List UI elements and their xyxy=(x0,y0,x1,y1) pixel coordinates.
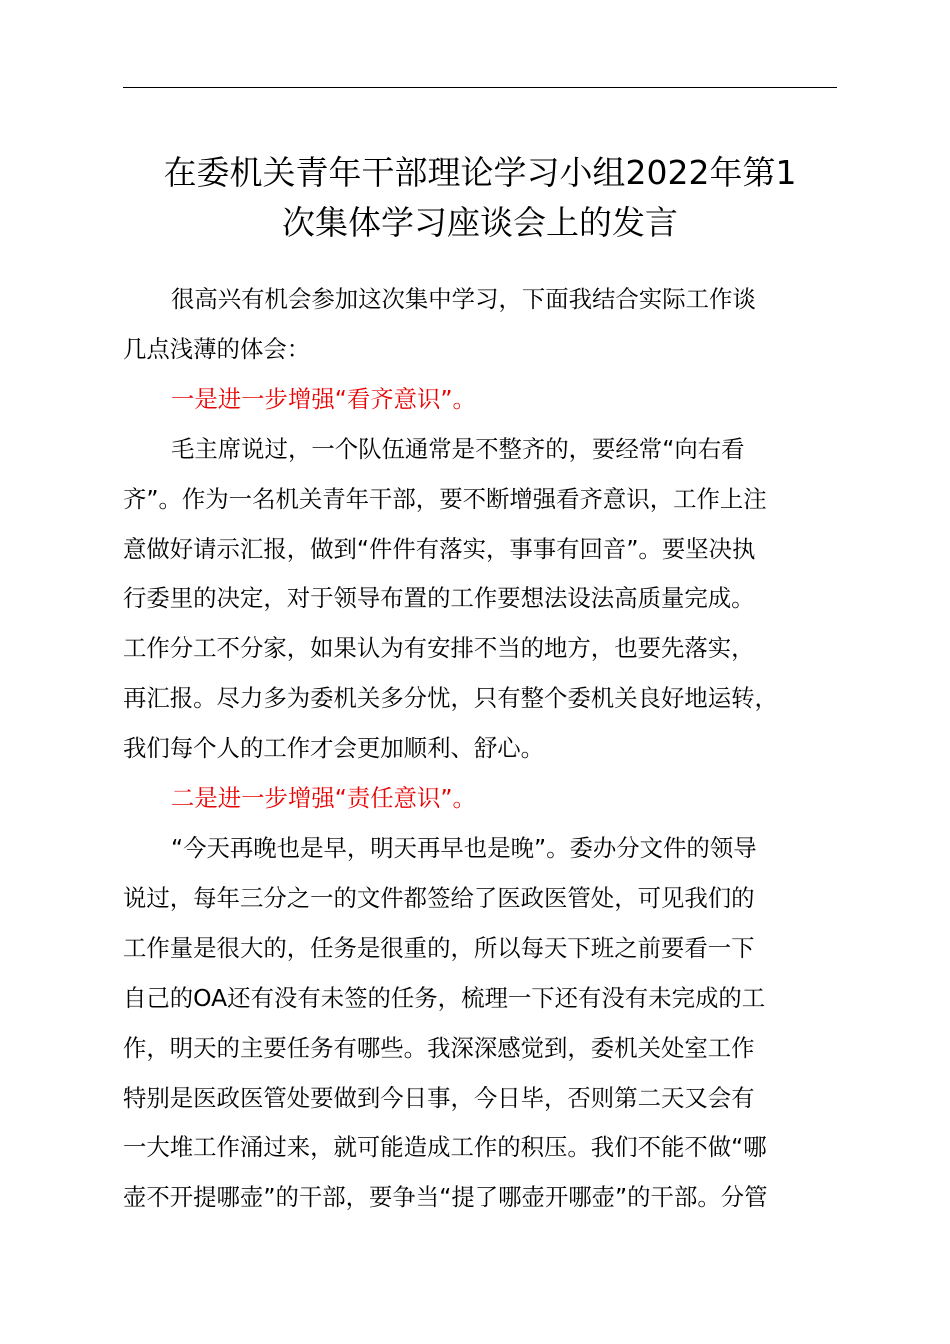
paragraph-line: 作，明天的主要任务有哪些。我深深感觉到，委机关处室工作 xyxy=(123,1033,755,1062)
paragraph-line: 几点浅薄的体会： xyxy=(123,334,311,363)
paragraph-line: 很高兴有机会参加这次集中学习，下面我结合实际工作谈 xyxy=(171,285,756,313)
paragraph-line: 意做好请示汇报，做到“件件有落实，事事有回音”。要坚决执 xyxy=(123,534,756,563)
document-title xyxy=(100,148,860,248)
paragraph-line: 一大堆工作涌过来，就可能造成工作的积压。我们不能不做“哪 xyxy=(123,1133,767,1162)
header-rule xyxy=(123,87,837,88)
paragraph-line: 行委里的决定，对于领导布置的工作要想法设法高质量完成。 xyxy=(123,584,755,613)
section-heading xyxy=(123,774,841,824)
body-paragraph xyxy=(123,425,841,774)
body-paragraph xyxy=(123,275,841,375)
paragraph-line: 自己的OA还有没有未签的任务，梳理一下还有没有未完成的工 xyxy=(123,983,766,1012)
paragraph-line: 说过，每年三分之一的文件都签给了医政医管处，可见我们的 xyxy=(123,883,755,912)
paragraph-line: 我们每个人的工作才会更加顺利、舒心。 xyxy=(123,734,545,763)
paragraph-line: “今天再晚也是早，明天再早也是晚”。委办分文件的领导 xyxy=(171,833,757,862)
paragraph-line: 毛主席说过，一个队伍通常是不整齐的，要经常“向右看 xyxy=(171,434,745,463)
body-paragraph xyxy=(123,824,841,1223)
paragraph-line: 工作分工不分家，如果认为有安排不当的地方，也要先落实， xyxy=(123,634,755,663)
paragraph-line: 二是进一步增强“责任意识”。 xyxy=(171,784,476,813)
paragraph-line: 工作量是很大的，任务是很重的，所以每天下班之前要看一下 xyxy=(123,933,755,962)
section-heading xyxy=(123,375,841,425)
document-body xyxy=(123,275,841,1223)
paragraph-line: 一是进一步增强“看齐意识”。 xyxy=(171,384,476,413)
paragraph-line: 再汇报。尽力多为委机关多分忧，只有整个委机关良好地运转， xyxy=(123,684,778,713)
title-line: 次集体学习座谈会上的发言 xyxy=(282,203,678,242)
paragraph-line: 特别是医政医管处要做到今日事，今日毕，否则第二天又会有 xyxy=(123,1083,755,1112)
paragraph-line: 齐”。作为一名机关青年干部，要不断增强看齐意识，工作上注 xyxy=(123,484,767,513)
title-line: 在委机关青年干部理论学习小组2022年第1 xyxy=(163,153,797,192)
paragraph-line: 壶不开提哪壶”的干部，要争当“提了哪壶开哪壶”的干部。分管 xyxy=(123,1183,768,1212)
